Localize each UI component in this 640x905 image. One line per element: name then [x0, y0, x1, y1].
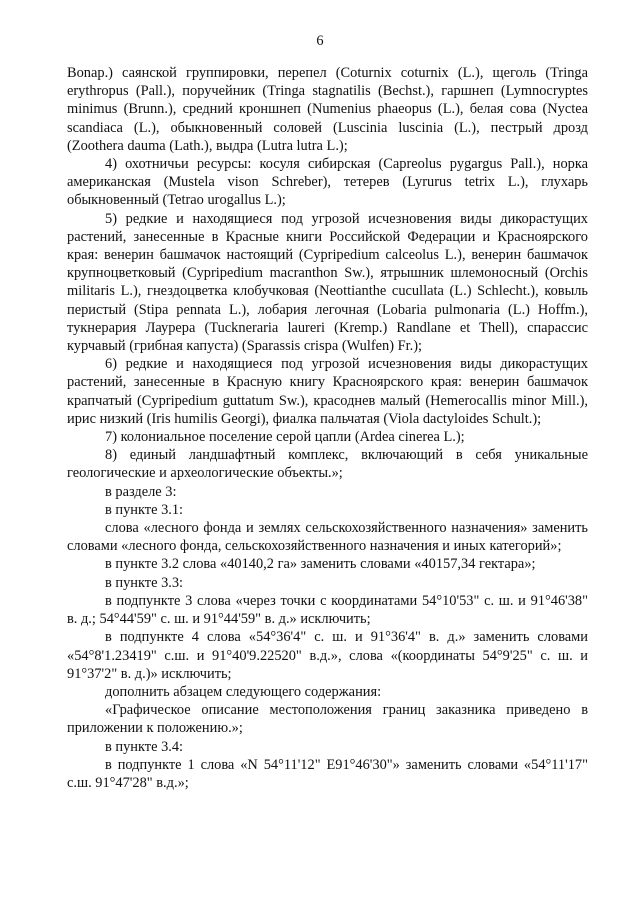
paragraph-subitem-4: в подпункте 4 слова «54°36'4" с. ш. и 91°36'4" в. д.» заменить словами «54°8'1.23419" с.ш. и 91°40'9.22520" в.д.», слова «(координаты 54°9'25" с. ш. и 91°37'2" в. д.)» исключить;: [67, 629, 588, 682]
page-number: 6: [316, 33, 324, 49]
paragraph-forest-fund-wording: слова «лесного фонда и землях сельскохозяйственного назначения» заменить словами «лесного фонда, сельскохозяйственного назначения и иных категорий»;: [67, 520, 588, 555]
paragraph-item-3-2: в пункте 3.2 слова «40140,2 га» заменить словами «40157,34 гектара»;: [105, 556, 536, 573]
paragraph-add-clause: дополнить абзацем следующего содержания:: [105, 683, 382, 700]
paragraph-item-3-4: в пункте 3.4:: [105, 738, 184, 755]
paragraph-section-3: в разделе 3:: [105, 483, 177, 500]
paragraph-rare-plants-red-books: 5) редкие и находящиеся под угрозой исчезновения виды дикорастущих растений, занесенные в Красные книги Российской Федерации и Красноярского края: венерин башмачок настоящий (Cypripedium calceolus L.), венерин башмачок крупноцветковый (Cypripedium macranthon Sw.), ятрышник шлемоносный (Orchis militaris L.), гнездоцветка клобучковая (Neottianthe cucullata (L.) Schlecht.), ковыль перистый (Stipa pennata L.), лобария легочная (Lobaria pulmonaria (L.) Hoffm.), тукнерария Лаурера (Tuckneraria laureri (Kremp.) Randlane et Thell), спарассис курчавый (грибная капуста) (Sparassis crispa (Wulfen) Fr.);: [67, 210, 588, 355]
paragraph-rare-plants-krasnoyarsk: 6) редкие и находящиеся под угрозой исчезновения виды дикорастущих растений, занесенные в Красную книгу Красноярского края: венерин башмачок крапчатый (Cypripedium guttatum Sw.), красоднев малый (Hemerocallis minor Mill.), ирис низкий (Iris humilis Georgi), фиалка пальчатая (Viola dactyloides Schult.);: [67, 356, 588, 427]
document-body: [67, 64, 588, 792]
paragraph-hunting-resources: 4) охотничьи ресурсы: косуля сибирская (Capreolus pygargus Pall.), норка американская (Mustela vison Schreber), тетерев (Lyrurus tetrix L.), глухарь обыкновенный (Tetrao urogallus L.);: [67, 156, 588, 209]
paragraph-item-3-1: в пункте 3.1:: [105, 501, 184, 518]
paragraph-landscape-complex: 8) единый ландшафтный комплекс, включающий в себя уникальные геологические и археологические объекты.»;: [67, 447, 588, 482]
paragraph-heron-colony: 7) колониальное поселение серой цапли (Ardea cinerea L.);: [105, 429, 465, 446]
paragraph-subitem-3: в подпункте 3 слова «через точки с координатами 54°10'53" с. ш. и 91°46'38" в. д.; 54°44'59" с. ш. и 91°44'59" в. д.» исключить;: [67, 592, 588, 628]
paragraph-item-3-3: в пункте 3.3:: [105, 574, 184, 591]
paragraph-graphic-description: «Графическое описание местоположения границ заказника приведено в приложении к положению.»;: [67, 702, 588, 737]
paragraph-subitem-1: в подпункте 1 слова «N 54°11'12" E91°46'30"» заменить словами «54°11'17" с.ш. 91°47'28" в.д.»;: [67, 756, 588, 791]
paragraph-species-continued: Bonap.) саянской группировки, перепел (Coturnix coturnix (L.), щеголь (Tringa erythropus (Pall.), поручейник (Tringa stagnatilis (Bechst.), гаршнеп (Lymnocryptes minimus (Brunn.), средний кроншнеп (Numenius phaeopus (L.), белая сова (Nyctea scandiaca (L.), обыкновенный соловей (Luscinia luscinia (L.), пестрый дрозд (Zoothera dauma (Lath.), выдра (Lutra lutra L.);: [67, 65, 588, 154]
